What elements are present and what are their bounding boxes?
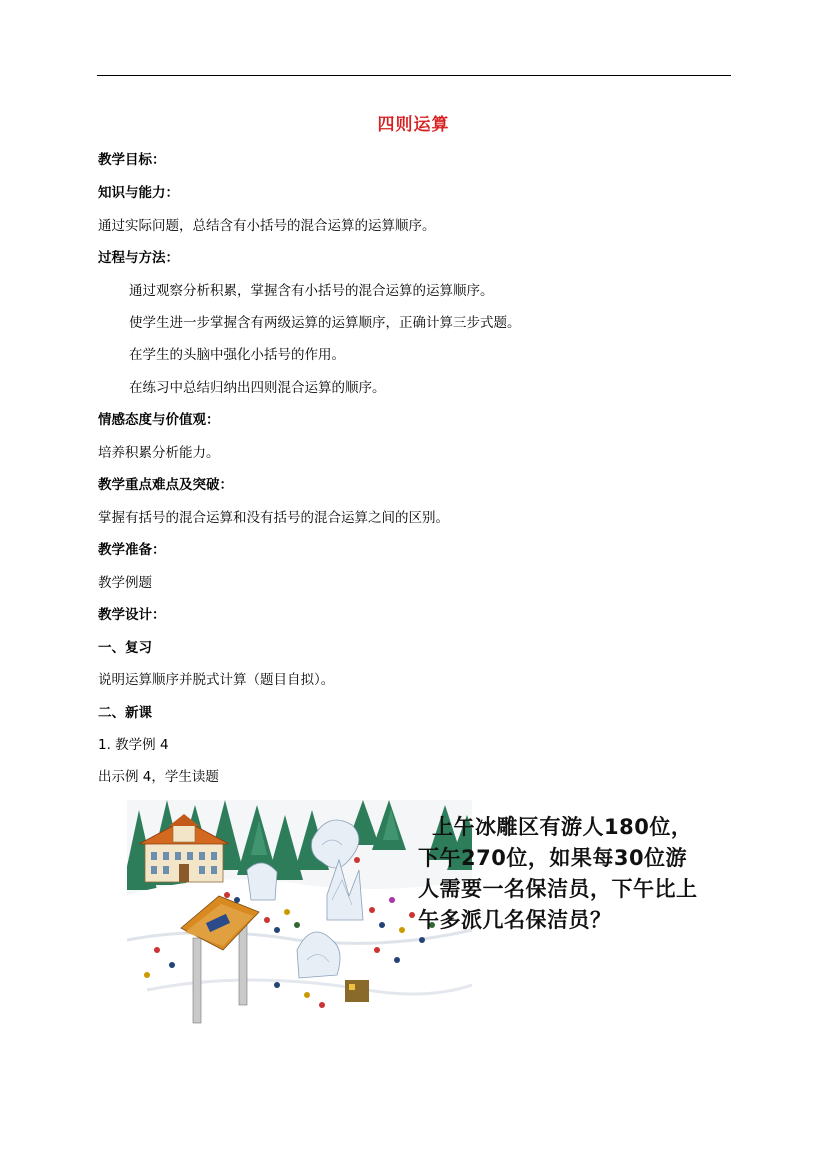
page-title: 四则运算 [377, 115, 450, 135]
heading-process-method: 过程与方法： [98, 250, 179, 266]
heading-preparation: 教学准备： [98, 542, 166, 558]
heading-review: 一、复习 [98, 640, 152, 656]
body-text: 说明运算顺序并脱式计算（题目自拟）。 [98, 672, 335, 688]
indented-text: 在学生的头脑中强化小括号的作用。 [129, 347, 345, 363]
body-text: 1. 教学例 4 [98, 737, 169, 753]
heading-teaching-goals: 教学目标： [98, 152, 166, 168]
body-text: 培养积累分析能力。 [98, 445, 220, 461]
body-text: 掌握有括号的混合运算和没有括号的混合运算之间的区别。 [98, 510, 449, 526]
indented-text: 通过观察分析积累，掌握含有小括号的混合运算的运算顺序。 [129, 283, 494, 299]
heading-new-lesson: 二、新课 [98, 705, 152, 721]
indented-text: 在练习中总结归纳出四则混合运算的顺序。 [129, 380, 386, 396]
heading-design: 教学设计： [98, 607, 166, 623]
heading-key-points: 教学重点难点及突破： [98, 477, 233, 493]
heading-attitude-values: 情感态度与价值观： [98, 412, 220, 428]
body-text: 出示例 4，学生读题 [98, 769, 219, 785]
example-problem-text: 上午冰雕区有游人180位，下午270位，如果每30位游人需要一名保洁员，下午比上午多派几名保洁员？ [418, 815, 698, 932]
body-text: 教学例题 [98, 575, 152, 591]
body-text: 通过实际问题，总结含有小括号的混合运算的运算顺序。 [98, 218, 436, 234]
indented-text: 使学生进一步掌握含有两级运算的运算顺序，正确计算三步式题。 [129, 315, 521, 331]
heading-knowledge-ability: 知识与能力： [98, 185, 179, 201]
header-rule [97, 75, 731, 76]
